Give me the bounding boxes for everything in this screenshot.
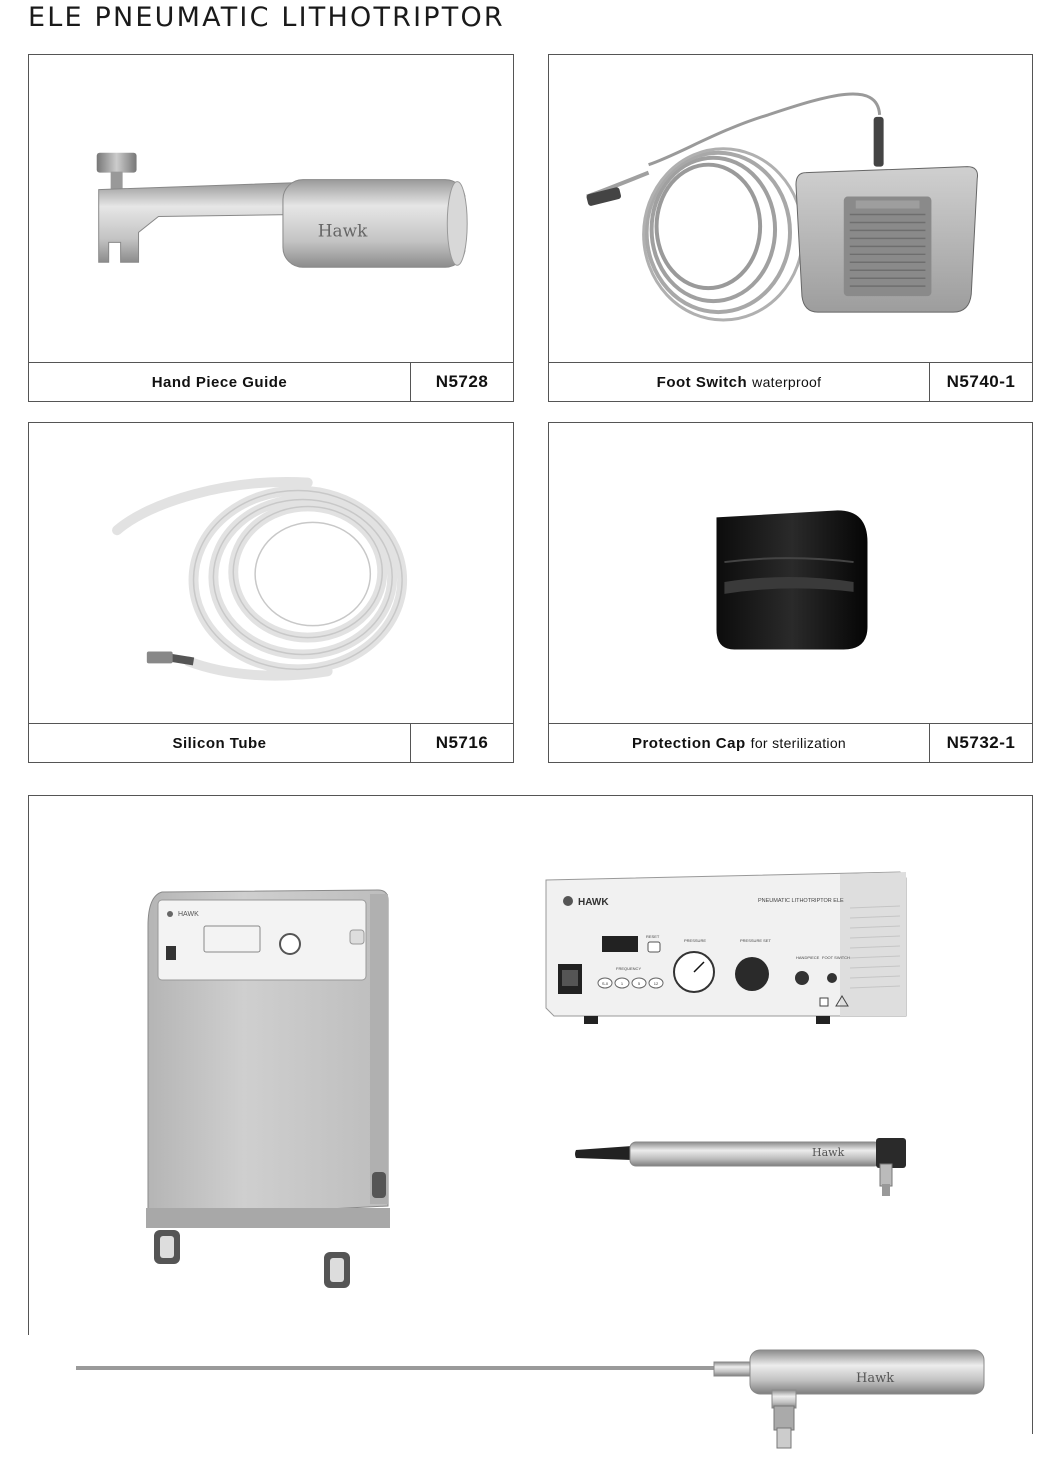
frequency-button[interactable]: 12 <box>653 981 659 986</box>
foot-switch-photo <box>549 55 1032 362</box>
product-code: N5740-1 <box>946 372 1016 391</box>
product-note: waterproof <box>752 374 822 390</box>
air-compressor-photo <box>140 886 395 1296</box>
handpiece-label: HANDPIECE <box>796 955 820 960</box>
product-card-hand-piece-guide <box>28 54 514 402</box>
probe-handpiece-photo <box>74 1344 988 1462</box>
foot-switch-label: FOOT SWITCH <box>822 955 850 960</box>
product-code: N5716 <box>435 733 489 752</box>
console-model-label: PNEUMATIC LITHOTRIPTOR ELE <box>758 898 844 904</box>
product-name-cell <box>549 724 930 762</box>
silicon-tube-photo <box>29 423 513 723</box>
page-title: ELE PNEUMATIC LITHOTRIPTOR <box>28 2 505 33</box>
pressure-set-label: PRESSURE SET <box>740 938 771 943</box>
product-name-cell <box>29 363 411 401</box>
pressure-label: PRESSURE <box>684 938 707 943</box>
reset-label: RESET <box>646 934 660 939</box>
product-card-foot-switch <box>548 54 1033 402</box>
caption-bar <box>549 723 1032 762</box>
protection-cap-photo <box>549 423 1032 723</box>
product-name: Silicon Tube <box>172 734 267 752</box>
product-name: Protection Cap <box>631 734 746 752</box>
caption-bar <box>29 723 513 762</box>
lithotriptor-console-photo <box>540 868 908 1028</box>
caption-bar <box>549 362 1032 401</box>
product-name: Hand Piece Guide <box>151 373 288 391</box>
caption-bar <box>29 362 513 401</box>
product-name: Foot Switch <box>656 373 748 391</box>
product-code: N5728 <box>435 372 489 391</box>
frequency-button[interactable]: 5 <box>637 981 641 986</box>
product-card-silicon-tube <box>28 422 514 763</box>
product-card-protection-cap <box>548 422 1033 763</box>
product-name-cell <box>29 724 411 762</box>
product-name-cell <box>549 363 930 401</box>
frequency-label: FREQUENCY <box>616 966 642 971</box>
hawk-brand-mark: Hawk <box>317 220 368 241</box>
frequency-button[interactable]: 1 <box>620 981 624 986</box>
compressor-brand: HAWK <box>178 911 199 918</box>
product-code: N5732-1 <box>946 733 1016 752</box>
hand-piece-guide-photo <box>29 55 513 362</box>
frequency-button[interactable]: S-0 <box>601 981 609 986</box>
product-note: for sterilization <box>750 735 847 751</box>
hawk-brand-mark: Hawk <box>856 1371 895 1386</box>
console-brand: HAWK <box>578 897 609 908</box>
panel-border-extension <box>1032 1334 1033 1434</box>
handpiece-photo <box>572 1128 914 1202</box>
hawk-brand-mark: Hawk <box>812 1146 845 1159</box>
